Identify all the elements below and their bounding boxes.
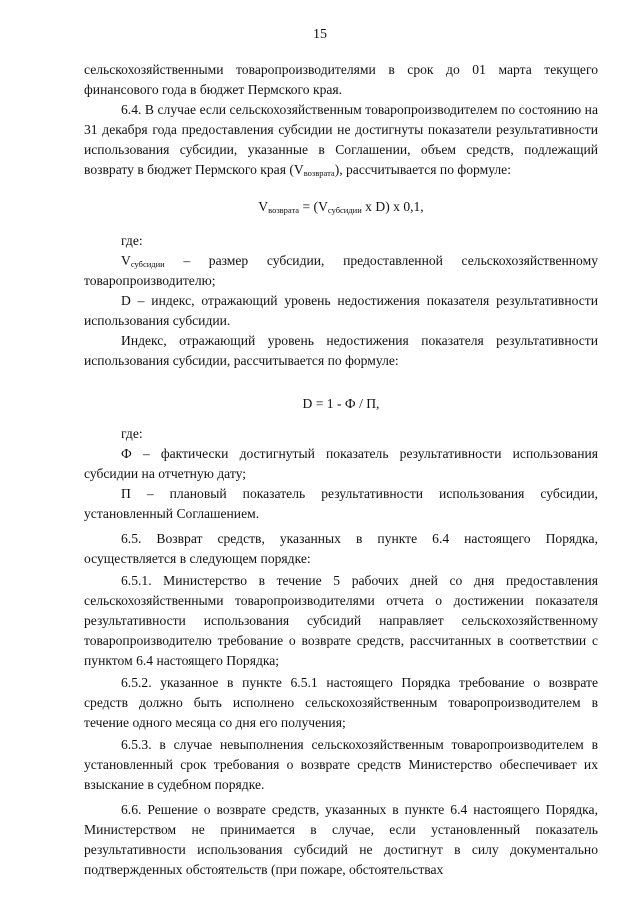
paragraph-6-5: 6.5. Возврат средств, указанных в пункте 6.4 настоящего Порядка, осуществляется в следующем порядке: bbox=[84, 531, 598, 566]
paragraph-index: Индекс, отражающий уровень недостижения показателя результативности использования субсидии, рассчитывается по формуле: bbox=[84, 333, 598, 368]
document-body bbox=[84, 60, 598, 880]
page-number: 15 bbox=[313, 27, 327, 42]
paragraph-6-5-2: 6.5.2. указанное в пункте 6.5.1 настоящего Порядка требование о возврате средств должно быть исполнено сельскохозяйственным товаропроизводителем в течение одного месяца со дня его получения; bbox=[84, 675, 598, 730]
paragraph-continuation: сельскохозяйственными товаропроизводителями в срок до 01 марта текущего финансового года в бюджет Пермского края. bbox=[84, 62, 598, 97]
definition-f-actual: Ф – фактически достигнутый показатель результативности использования субсидии на отчетную дату; bbox=[84, 446, 598, 481]
formula-return-amount: $V_{возврата} = (V_{субсидии}$ x D) x 0,1, bbox=[258, 199, 424, 215]
formula-index: D = 1 - Ф / П, bbox=[302, 396, 380, 411]
where-label-1: где: bbox=[121, 233, 143, 248]
definition-d-index: D – индекс, отражающий уровень недостижения показателя результативности использования субсидии. bbox=[84, 293, 598, 328]
definition-p-planned: П – плановый показатель результативности использования субсидии, установленный Соглашением. bbox=[84, 486, 598, 521]
paragraph-6-5-1: 6.5.1. Министерство в течение 5 рабочих дней со дня предоставления сельскохозяйственными товаропроизводителями отчета о достижении показателя результативности использования субсидий направляет сельскохозяйственному товаропроизводителю требование о возврате средств, рассчитанных в соответствии с пунктом 6.4 настоящего Порядка; bbox=[84, 573, 598, 668]
paragraph-6-4: 6.4. В случае если сельскохозяйственным товаропроизводителем по состоянию на 31 декабря года предоставления субсидии не достигнуты показатели результативности использования субсидии, указанные в Соглашении, объем средств, подлежащий возврату в бюджет Пермского края $(V_{возврата})$, рассчитывается по формуле: bbox=[84, 102, 598, 178]
paragraph-6-6: 6.6. Решение о возврате средств, указанных в пункте 6.4 настоящего Порядка, Министерством не принимается в случае, если установленный показатель результативности использования субсидий не достигнут в силу документально подтвержденных обстоятельств (при пожаре, обстоятельствах bbox=[84, 802, 598, 877]
where-label-2: где: bbox=[121, 426, 143, 441]
paragraph-6-5-3: 6.5.3. в случае невыполнения сельскохозяйственным товаропроизводителем в установленный срок требования о возврате средств Министерство обеспечивает их взыскание в судебном порядке. bbox=[84, 737, 598, 792]
definition-v-subsidy: $V_{субсидии}$ – размер субсидии, предоставленной сельскохозяйственному товаропроизводителю; bbox=[84, 253, 598, 288]
